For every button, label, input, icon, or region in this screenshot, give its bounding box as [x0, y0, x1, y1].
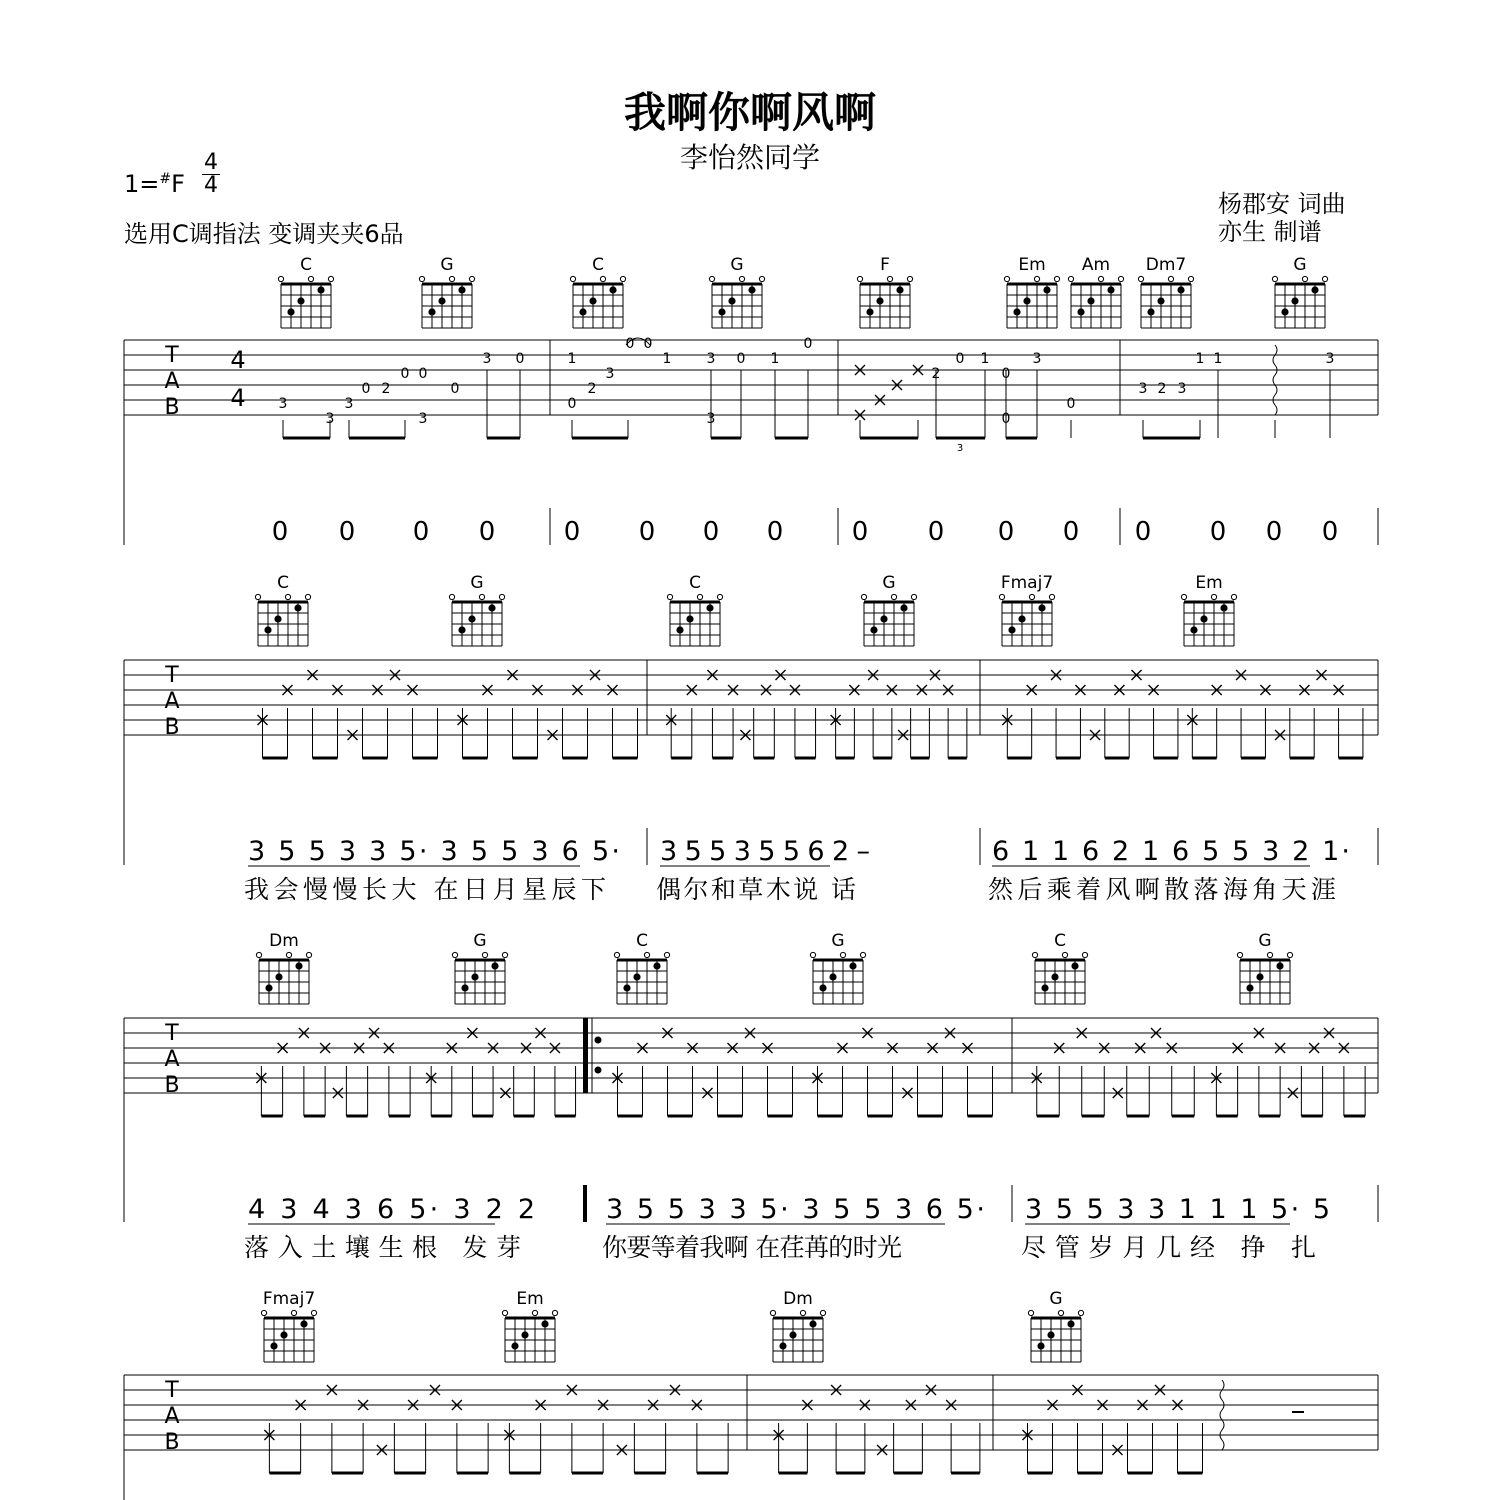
open-string-mark: [644, 952, 649, 957]
open-string-mark: [306, 952, 311, 957]
chord-name: G: [470, 573, 484, 593]
chord-dot: [488, 604, 495, 611]
tab-fret-number: 0: [736, 351, 746, 367]
tab-fret-number: 0: [1001, 411, 1011, 427]
chord-dot: [438, 297, 445, 304]
chord-dot: [521, 1331, 528, 1338]
open-string-mark: [1028, 1310, 1033, 1315]
open-string-mark: [286, 952, 291, 957]
chord-name: C: [277, 573, 289, 593]
chord-dot: [809, 1320, 816, 1327]
chord-dot: [1311, 286, 1318, 293]
open-string-mark: [739, 276, 744, 281]
open-string-mark: [255, 594, 260, 599]
open-string-mark: [305, 594, 310, 599]
open-string-mark: [449, 276, 454, 281]
open-string-mark: [1287, 952, 1292, 957]
open-string-mark: [1322, 276, 1327, 281]
open-string-mark: [1029, 594, 1034, 599]
chord-dot: [1037, 1342, 1044, 1349]
chord-dot: [728, 297, 735, 304]
chord-name: C: [1054, 931, 1066, 951]
chord-dot: [275, 973, 282, 980]
tab-clef-letter: T: [165, 343, 179, 368]
tab-time-top: 4: [230, 346, 246, 374]
open-string-mark: [1049, 594, 1054, 599]
chord-dot: [609, 286, 616, 293]
chord-dot: [295, 962, 302, 969]
chord-dot: [461, 984, 468, 991]
tab-fret-number: 3: [1032, 351, 1042, 367]
chord-name: G: [882, 573, 896, 593]
chord-dot: [1047, 1331, 1054, 1338]
tab-fret-number: 0: [418, 366, 428, 382]
chord-dot: [789, 1331, 796, 1338]
open-string-mark: [857, 276, 862, 281]
open-string-mark: [552, 1310, 557, 1315]
numbered-melody: 6 1 1 6 2 1 6 5 5 3 2 1·: [992, 836, 1350, 867]
numbered-note: 0: [997, 517, 1015, 547]
open-string-mark: [278, 276, 283, 281]
open-string-mark: [532, 1310, 537, 1315]
chord-name: F: [880, 255, 890, 275]
tab-fret-number: 3: [1138, 381, 1148, 397]
chord-dot: [870, 626, 877, 633]
chord-dot: [471, 973, 478, 980]
chord-dot: [900, 604, 907, 611]
chord-dot: [428, 308, 435, 315]
chord-dot: [633, 973, 640, 980]
tab-fret-number: 3: [482, 351, 492, 367]
tab-time-bottom: 4: [230, 384, 246, 412]
chord-dot: [468, 615, 475, 622]
open-string-mark: [291, 1310, 296, 1315]
lyric-line: 尽管岁月几经 挣 扎: [1021, 1233, 1316, 1262]
chord-dot: [491, 962, 498, 969]
chord-dot: [748, 286, 755, 293]
chord-dot: [1051, 973, 1058, 980]
chord-dot: [819, 984, 826, 991]
open-string-mark: [907, 276, 912, 281]
open-string-mark: [1272, 276, 1277, 281]
tab-fret-number: 0: [1001, 366, 1011, 382]
tab-fret-number: 1: [770, 351, 780, 367]
open-string-mark: [1302, 276, 1307, 281]
numbered-melody: 3 5 5 3 3 5· 3 5 5 3 6 5·: [606, 1194, 985, 1225]
chord-dot: [1190, 626, 1197, 633]
open-string-mark: [1231, 594, 1236, 599]
chord-dot: [1018, 615, 1025, 622]
numbered-note: 0: [563, 517, 581, 547]
tab-fret-number: 0: [643, 336, 653, 352]
chord-dot: [1071, 962, 1078, 969]
chord-name: G: [473, 931, 487, 951]
tab-fret-number: 0: [803, 336, 813, 352]
open-string-mark: [1058, 1310, 1063, 1315]
chord-dot: [511, 1342, 518, 1349]
open-string-mark: [709, 276, 714, 281]
chord-dot: [1041, 984, 1048, 991]
open-string-mark: [1168, 276, 1173, 281]
chord-dot: [1087, 297, 1094, 304]
tab-fret-number: 1: [1213, 351, 1223, 367]
chord-name: Em: [516, 1289, 544, 1309]
chord-dot: [1220, 604, 1227, 611]
tab-fret-number: 1: [662, 351, 672, 367]
chord-name: C: [592, 255, 604, 275]
numbered-melody: 3 5 5 3 5 5 6 2 –: [660, 836, 870, 867]
open-string-mark: [697, 594, 702, 599]
chord-name: G: [1258, 931, 1272, 951]
open-string-mark: [479, 594, 484, 599]
numbered-note: 0: [1265, 517, 1283, 547]
chord-dot: [653, 962, 660, 969]
open-string-mark: [840, 952, 845, 957]
lyric-line: 落入土壤生根 发芽: [244, 1233, 521, 1262]
tab-fret-number: 0: [625, 336, 635, 352]
chord-name: Fmaj7: [1000, 573, 1054, 593]
numbered-note: 0: [271, 517, 289, 547]
chord-dot: [718, 308, 725, 315]
chord-dot: [1291, 297, 1298, 304]
open-string-mark: [1032, 952, 1037, 957]
open-string-mark: [452, 952, 457, 957]
open-string-mark: [1034, 276, 1039, 281]
chord-dot: [1281, 308, 1288, 315]
chord-dot: [579, 308, 586, 315]
chord-dot: [849, 962, 856, 969]
open-string-mark: [800, 1310, 805, 1315]
lyric-line: 然后乘着风啊散落海角天涯: [988, 875, 1336, 904]
chord-name: Fmaj7: [262, 1289, 316, 1309]
tab-fret-number: 2: [587, 381, 597, 397]
open-string-mark: [667, 594, 672, 599]
chord-dot: [880, 615, 887, 622]
tab-clef-letter: B: [164, 395, 180, 420]
chord-dot: [287, 308, 294, 315]
open-string-mark: [810, 952, 815, 957]
chord-name: G: [831, 931, 845, 951]
open-string-mark: [1211, 594, 1216, 599]
chord-dot: [686, 615, 693, 622]
open-string-mark: [860, 952, 865, 957]
chord-dot: [297, 297, 304, 304]
numbered-note: 0: [766, 517, 784, 547]
open-string-mark: [1181, 594, 1186, 599]
numbered-note: 0: [478, 517, 496, 547]
open-string-mark: [469, 276, 474, 281]
open-string-mark: [717, 594, 722, 599]
chord-name: G: [1049, 1289, 1063, 1309]
tab-fret-number: 0: [1066, 396, 1076, 412]
tab-fret-number: 3: [1325, 351, 1335, 367]
numbered-note: 0: [638, 517, 656, 547]
open-string-mark: [999, 594, 1004, 599]
chord-dot: [1067, 1320, 1074, 1327]
chord-dot: [589, 297, 596, 304]
chord-dot: [1023, 297, 1030, 304]
key-signature: 1=#F: [124, 170, 185, 198]
open-string-mark: [664, 952, 669, 957]
open-string-mark: [1267, 952, 1272, 957]
chord-dot: [1276, 962, 1283, 969]
tab-fret-number: 3: [706, 351, 716, 367]
open-string-mark: [570, 276, 575, 281]
chord-name: C: [636, 931, 648, 951]
tab-fret-number: 0: [400, 366, 410, 382]
chord-dot: [1157, 297, 1164, 304]
chord-dot: [1177, 286, 1184, 293]
tab-fret-number: 3: [1177, 381, 1187, 397]
chord-dot: [265, 984, 272, 991]
song-artist: 李怡然同学: [679, 141, 820, 174]
chord-dot: [1200, 615, 1207, 622]
chord-dot: [541, 1320, 548, 1327]
tab-clef-letter: A: [164, 1404, 180, 1429]
open-string-mark: [256, 952, 261, 957]
tab-fret-number: 3: [278, 396, 288, 412]
open-string-mark: [482, 952, 487, 957]
chord-dot: [896, 286, 903, 293]
repeat-dot: [595, 1037, 602, 1044]
numbered-note: 0: [927, 517, 945, 547]
tab-clef-letter: B: [164, 715, 180, 740]
chord-dot: [300, 1320, 307, 1327]
open-string-mark: [419, 276, 424, 281]
tab-fret-number: 1: [567, 351, 577, 367]
numbered-note: 0: [1134, 517, 1152, 547]
lyric-line: 偶尔和草木说 话: [656, 875, 856, 904]
open-string-mark: [861, 594, 866, 599]
open-string-mark: [499, 594, 504, 599]
transcriber-credit: 亦生 制谱: [1218, 218, 1322, 246]
open-string-mark: [285, 594, 290, 599]
capo-note: 选用C调指法 变调夹夹6品: [124, 220, 404, 248]
open-string-mark: [502, 952, 507, 957]
open-string-mark: [891, 594, 896, 599]
chord-name: Em: [1195, 573, 1223, 593]
numbered-note: 0: [851, 517, 869, 547]
chord-dot: [706, 604, 713, 611]
open-string-mark: [820, 1310, 825, 1315]
tab-fret-number: 2: [381, 381, 391, 397]
numbered-note: 0: [412, 517, 430, 547]
numbered-melody: 3 5 5 3 3 1 1 1 5· 5: [1025, 1194, 1330, 1225]
chord-name: Am: [1081, 255, 1111, 275]
tab-fret-number: 0: [515, 351, 525, 367]
chord-name: C: [689, 573, 701, 593]
open-string-mark: [759, 276, 764, 281]
numbered-note: 0: [1209, 517, 1227, 547]
triplet-mark: 3: [956, 443, 964, 454]
time-signature: 4 4: [204, 150, 218, 198]
chord-name: Dm7: [1145, 255, 1187, 275]
chord-dot: [866, 308, 873, 315]
repeat-bar: [583, 1018, 588, 1093]
chord-dot: [317, 286, 324, 293]
song-title: 我啊你啊风啊: [623, 88, 876, 137]
chord-dot: [676, 626, 683, 633]
numbered-melody: 3 5 5 3 3 5· 3 5 5 3 6 5·: [248, 836, 620, 867]
chord-dot: [1008, 626, 1015, 633]
chord-name: C: [300, 255, 312, 275]
open-string-mark: [1062, 952, 1067, 957]
chord-dot: [1256, 973, 1263, 980]
open-string-mark: [1054, 276, 1059, 281]
chord-dot: [280, 1331, 287, 1338]
chord-dot: [829, 973, 836, 980]
chord-dot: [274, 615, 281, 622]
chord-dot: [1013, 308, 1020, 315]
chord-dot: [779, 1342, 786, 1349]
tab-fret-number: 1: [1195, 351, 1205, 367]
tab-fret-number: 3: [706, 411, 716, 427]
repeat-dot: [595, 1067, 602, 1074]
open-string-mark: [1138, 276, 1143, 281]
chord-dot: [1147, 308, 1154, 315]
chord-name: G: [1293, 255, 1307, 275]
open-string-mark: [261, 1310, 266, 1315]
tab-fret-number: 2: [1157, 381, 1167, 397]
chord-dot: [1107, 286, 1114, 293]
open-string-mark: [1098, 276, 1103, 281]
numbered-note: 0: [1321, 517, 1339, 547]
chord-dot: [876, 297, 883, 304]
tab-fret-number: 3: [605, 366, 615, 382]
open-string-mark: [1078, 1310, 1083, 1315]
open-string-mark: [328, 276, 333, 281]
tab-clef-letter: A: [164, 689, 180, 714]
chord-dot: [1038, 604, 1045, 611]
open-string-mark: [502, 1310, 507, 1315]
open-string-mark: [1237, 952, 1242, 957]
tab-clef-letter: T: [165, 1021, 179, 1046]
open-string-mark: [311, 1310, 316, 1315]
chord-dot: [1246, 984, 1253, 991]
lyricist-credit: 杨郡安 词曲: [1218, 190, 1346, 218]
numbered-melody: 4 3 4 3 6 5· 3 2 2: [248, 1194, 535, 1225]
tab-fret-number: 0: [361, 381, 371, 397]
tab-fret-number: 0: [955, 351, 965, 367]
open-string-mark: [614, 952, 619, 957]
tab-fret-number: 3: [325, 411, 335, 427]
chord-name: Dm: [269, 931, 299, 951]
numbered-note: 0: [338, 517, 356, 547]
open-string-mark: [887, 276, 892, 281]
chord-dot: [294, 604, 301, 611]
tab-clef-letter: T: [165, 663, 179, 688]
open-string-mark: [1118, 276, 1123, 281]
tab-clef-letter: B: [164, 1430, 180, 1455]
chord-dot: [1043, 286, 1050, 293]
chord-name: Em: [1018, 255, 1046, 275]
chord-dot: [623, 984, 630, 991]
tab-clef-letter: A: [164, 369, 180, 394]
tab-fret-number: 0: [567, 396, 577, 412]
tab-fret-number: 3: [344, 396, 354, 412]
chord-dot: [270, 1342, 277, 1349]
lyric-line: 你要等着我啊 在荏苒的时光: [602, 1233, 902, 1262]
lyric-line: 我会慢慢长大 在日月星辰下: [244, 875, 606, 904]
repeat-bar: [583, 1185, 587, 1222]
tab-clef-letter: T: [165, 1378, 179, 1403]
tab-fret-number: 1: [980, 351, 990, 367]
open-string-mark: [1082, 952, 1087, 957]
open-string-mark: [911, 594, 916, 599]
chord-dot: [458, 286, 465, 293]
numbered-note: 0: [702, 517, 720, 547]
open-string-mark: [600, 276, 605, 281]
tab-clef-letter: B: [164, 1073, 180, 1098]
open-string-mark: [620, 276, 625, 281]
tab-fret-number: 2: [931, 366, 941, 382]
numbered-note: 0: [1062, 517, 1080, 547]
chord-name: G: [440, 255, 454, 275]
chord-name: Dm: [783, 1289, 813, 1309]
chord-dot: [1077, 308, 1084, 315]
open-string-mark: [449, 594, 454, 599]
open-string-mark: [1188, 276, 1193, 281]
open-string-mark: [308, 276, 313, 281]
tab-fret-number: 0: [450, 381, 460, 397]
open-string-mark: [1004, 276, 1009, 281]
tab-clef-letter: A: [164, 1047, 180, 1072]
tab-fret-number: 3: [418, 411, 428, 427]
open-string-mark: [770, 1310, 775, 1315]
chord-name: G: [730, 255, 744, 275]
chord-dot: [458, 626, 465, 633]
chord-dot: [264, 626, 271, 633]
open-string-mark: [1068, 276, 1073, 281]
